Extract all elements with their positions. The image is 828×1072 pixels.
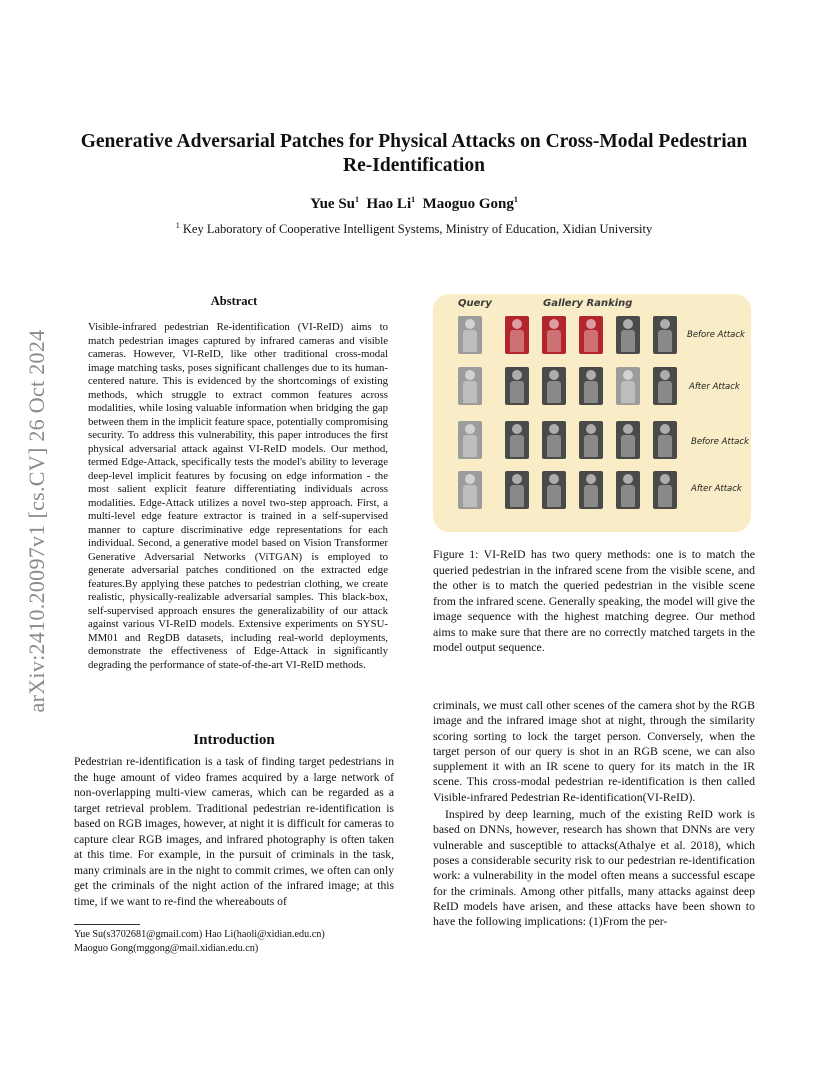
footnote-rule <box>74 924 140 925</box>
arxiv-identifier <box>22 286 52 756</box>
gallery-image-thumbnail <box>653 316 677 354</box>
gallery-image-thumbnail <box>505 421 529 459</box>
paragraph: criminals, we must call other scenes of the camera shot by the RGB image and the infrared image shot at night, through the similarity scoring sorting to lock the target person. Conversely, when the target person of our query is shot in an RGB scene, we can also supplement it with an IR scene to query for its match in the IR scene. This cross-modal pedestrian re-identification is then called Visible-infrared Pedestrian Re-identification(VI-ReID). <box>433 698 755 804</box>
affiliation-mark: 1 <box>175 220 180 230</box>
query-label: Query <box>458 298 492 309</box>
gallery-image-thumbnail <box>542 316 566 354</box>
abstract-heading: Abstract <box>210 294 258 308</box>
author-name: Maoguo Gong <box>422 196 514 212</box>
row-label: Before Attack <box>687 330 745 340</box>
affiliation <box>70 222 758 237</box>
gallery-image-thumbnail <box>579 316 603 354</box>
abstract-text: Visible-infrared pedestrian Re-identification (VI-ReID) aims to match pedestrian images captured by infrared cameras and visible cameras. However, VI-ReID, like other traditional cross-modal image matching tasks, poses significant challenges due to its human-centered nature. This is evidenced by the shortcomings of existing methods, which struggle to extract common features across modalities, while losing valuable information when bridging the gap between them in the implicit feature space, potentially compromising security. To address this vulnerability, this paper introduces the first physical adversarial attack against VI-ReID models. Our method, termed Edge-Attack, specifically tests the model's ability to leverage deep-level implicit features by focusing on edge information - the most salient explicit feature differentiating individuals across modalities. Edge-Attack utilizes a novel two-step approach. First, a multi-level edge feature extractor is trained in a self-supervised manner to capture discriminative edge representations for each individual. Second, a generative model based on Vision Transformer Generative Adversarial Networks (ViTGAN) is employed to generate adversarial patches conditioned on the extracted edge features.By applying these patches to pedestrian clothing, we create realistic, physically-realizable adversarial samples. This black-box, self-supervised approach ensures the generalizability of our attack against various VI-ReID models. Extensive experiments on SYSU-MM01 and RegDB datasets, including real-world deployments, demonstrate the effectiveness of Edge-Attack in significantly degrading the performance of state-of-the-art VI-ReID methods. <box>88 321 388 671</box>
gallery-image-thumbnail <box>542 421 566 459</box>
query-image-thumbnail <box>458 421 482 459</box>
query-image-thumbnail <box>458 367 482 405</box>
gallery-image-thumbnail <box>616 316 640 354</box>
footnote-line: Yue Su(s3702681@gmail.com) Hao Li(haoli@xidian.edu.cn) <box>74 929 325 940</box>
figure-caption: Figure 1: VI-ReID has two query methods: one is to match the queried pedestrian in the infrared scene from the visible scene, and the other is to match the queried pedestrian in the visible scene from the infrared scene. Generally speaking, the model will give the image sequence with the highest matching degree. Our method aims to make sure that there are no correctly matched targets in the model output sequence. <box>433 547 755 654</box>
affiliation-text: Key Laboratory of Cooperative Intelligent Systems, Ministry of Education, Xidian University <box>182 222 653 236</box>
author-footnote <box>74 928 404 955</box>
gallery-image-thumbnail <box>505 316 529 354</box>
gallery-image-thumbnail <box>653 367 677 405</box>
gallery-image-thumbnail <box>505 471 529 509</box>
author-list <box>70 196 758 213</box>
author-affil-mark: 1 <box>411 195 416 204</box>
row-label: After Attack <box>691 484 742 494</box>
footnote-line: Maoguo Gong(mggong@mail.xidian.edu.cn) <box>74 942 259 954</box>
gallery-image-thumbnail <box>653 421 677 459</box>
gallery-image-thumbnail <box>616 367 640 405</box>
paragraph: Inspired by deep learning, much of the existing ReID work is based on DNNs, however, research has shown that DNNs are very vulnerable and susceptible to attacks(Athalye et al. 2018), which poses a considerable security risk to our pedestrian re-identification work: a vulnerability in the model often means a successful escape for the criminals. Among other pitfalls, many attacks against deep ReID models have arisen, and these attacks have been shown to have the following implications: (1)From the per- <box>433 807 755 929</box>
gallery-image-thumbnail <box>579 471 603 509</box>
query-image-thumbnail <box>458 471 482 509</box>
gallery-image-thumbnail <box>505 367 529 405</box>
row-label: After Attack <box>689 382 740 392</box>
gallery-image-thumbnail <box>542 471 566 509</box>
paper-title: Generative Adversarial Patches for Physical Attacks on Cross-Modal Pedestrian Re-Identification <box>80 131 748 176</box>
introduction-heading: Introduction <box>193 732 275 748</box>
query-image-thumbnail <box>458 316 482 354</box>
row-label: Before Attack <box>691 437 749 447</box>
gallery-image-thumbnail <box>653 471 677 509</box>
gallery-image-thumbnail <box>616 471 640 509</box>
author-affil-mark: 1 <box>513 195 518 204</box>
gallery-image-thumbnail <box>579 421 603 459</box>
author-name: Yue Su <box>310 196 356 212</box>
introduction-text: Pedestrian re-identification is a task of finding target pedestrians in the huge amount of video frames acquired by a large network of non-overlapping multi-view cameras, which can be regarded as a target retrieval problem. Traditional pedestrian re-identification is based on RGB images, however, at night it is difficult for cameras to capture clear RGB images, and infrared photography is often taken at this time. For example, in the pursuit of criminals in the task, many criminals are in the night to commit crimes, we often can only get the criminals of the night action of the infrared image; at this time, if we want to re-find the whereabouts of <box>74 755 394 908</box>
arxiv-identifier-text: arXiv:2410.20097v1 [cs.CV] 26 Oct 2024 <box>24 329 49 713</box>
gallery-ranking-label: Gallery Ranking <box>543 298 633 309</box>
figure-1-reid-illustration <box>433 294 751 532</box>
gallery-image-thumbnail <box>616 421 640 459</box>
right-column-text <box>433 698 755 929</box>
gallery-image-thumbnail <box>542 367 566 405</box>
author-name: Hao Li <box>366 196 412 212</box>
author-affil-mark: 1 <box>355 195 360 204</box>
gallery-image-thumbnail <box>579 367 603 405</box>
